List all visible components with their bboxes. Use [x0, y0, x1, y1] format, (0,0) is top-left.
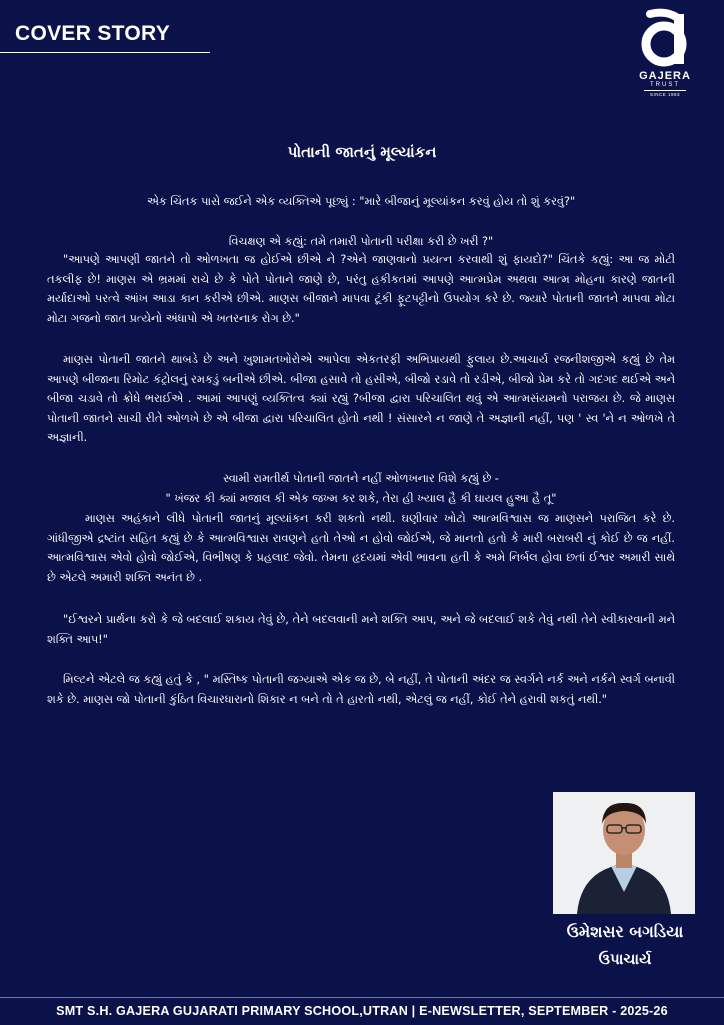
logo-since: SINCE 1993: [644, 90, 686, 98]
author-photo: [553, 792, 695, 914]
logo-subtitle: TRUST: [650, 82, 680, 88]
author-portrait-icon: [553, 792, 695, 914]
article-title: પોતાની જાતનું મૂલ્યાંકન: [287, 143, 437, 161]
footer-banner: SMT S.H. GAJERA GUJARATI PRIMARY SCHOOL,UTRAN | E-NEWSLETTER, SEPTEMBER - 2025-26: [0, 997, 724, 1025]
gajera-trust-logo-icon: [636, 8, 694, 68]
paragraph-thinker-answer: "આપણે આપણી જાતને તો ઓળખતા જ હોઈએ છીએ ને ?એને જાણવાનો પ્રયત્ન કરવાથી શું ફાયદો?" ચિંતકે કહ્યું: આ જ મોટી તકલીફ છે! માણસ એ ભ્રમમાં રાચે છે કે પોતે પોતાને જાણે છે, પરંતુ હકીકતમાં આપણે આત્મપ્રેમ અથવા આત્મ મોહના કારણે જાતની મર્યાદાઓ પરત્વે આંખ આડા કાન કરીએ છીએ. માણસ બીજાને માપવા ટૂંકી ફૂટપટ્ટીનો ઉપયોગ કરે છે. જ્યારે પોતાની જાતને માપવા મોટા મોટા ગજનો જાત પ્રત્યેનો અંધાપો એ ખતરનાક રોગ છે.": [47, 253, 675, 325]
paragraph-reply: વિચક્ષણ એ કહ્યું: તમે તમારી પોતાની પરીક્ષા કરી છે ખરી ?": [228, 235, 494, 248]
paragraph-milton: મિલ્ટને એટલે જ કહ્યું હતું કે , " મસ્તિષ્ક પોતાની જગ્યાએ એક જ છે, બે નહીં, તે પોતાની અંદર જ સ્વર્ગને નર્ક અને નર્કને સ્વર્ગ બનાવી શકે છે. માણસ જો પોતાની કુંઠિત વિચારધારાનો શિકાર ન બને તો તે હારતો નથી, એટલું જ નહીં, કોઈ તેને હરાવી શકતું નથી.": [47, 673, 675, 706]
paragraph-question: એક ચિંતક પાસે જઈને એક વ્યક્તિએ પૂછ્યું : "મારે બીજાનું મૂલ્યાંકન કરવું હોય તો શું કરવું?": [146, 195, 576, 208]
author-name: ઉમેશસર બગડિયા: [566, 922, 684, 941]
author-role: ઉપાચાર્ય: [598, 950, 652, 968]
section-label: COVER STORY: [15, 22, 170, 45]
paragraph-self-flattery: માણસ પોતાની જાતને થાબડે છે અને ખુશામતખોરોએ આપેલા એકતરફી અભિપ્રાયથી ફુલાય છે.આચાર્ય રજનીશજીએ કહ્યું છે તેમ આપણે બીજાના રિમોટ કંટ્રોલનું રમકડું બનીએ છીએ. બીજા હસાવે તો હસીએ, બીજો રડાવે તો રડીએ, બીજો પ્રેમ કરે તો ગદગદ થઈએ અને બીજા ચડાવે તો ક્રોધે ભરાઈએ . આમાં આપણું વ્યક્તિત્વ ક્યાં રહ્યું ?બીજા દ્વારા પરિચાલિત થવું એ આત્મસંયમનો પરાજય છે. જે માણસ પોતાની જાતને સાચી રીતે ઓળખે છે એ બીજા દ્વારા પરિચાલિત હોતો નથી ! સંસારને ન જાણે તે અજ્ઞાની નહીં, પણ ' સ્વ 'ને ન ઓળખે તે અજ્ઞાની.: [47, 353, 675, 444]
paragraph-ramtirth-quote: " ખંજર કી ક્યાં મજાલ કી એક જખ્મ કર શકે, તેરા હી ખ્યાલ હૈ કી ઘાયલ હુઆ હૈ તૂ": [165, 492, 557, 505]
paragraph-ego: માણસ અહંકાને લીધે પોતાની જાતનું મૂલ્યાંકન કરી શકતો નથી. ઘણીવાર ખોટો આત્મવિશ્વાસ જ માણસને પરાજિત કરે છે. ગાંધીજીએ દ્રષ્ટાંત સહિત કહ્યું છે કે આત્મવિશ્વાસ રાવણને હતો તેઓ ન હોવો જોઈએ, જે માનતો હતો કે મારી બરાબરી નું કોઈ છે જ નહીં. આત્મવિશ્વાસ એવો હોવો જોઈએ, વિભીષણ કે પ્રહલાદ જેવો. તેમના હૃદયમાં એવી ભાવના હતી કે અમે નિર્બલ હોવા છતાં ઈશ્વર અમારી સાથે છે એટલે અમારી શક્તિ અનંત છે .: [47, 512, 675, 584]
paragraph-ramtirth-intro: સ્વામી રામતીર્થ પોતાની જાતને નહીં ઓળખનાર વિશે કહ્યું છે -: [223, 472, 499, 485]
section-label-underline: [0, 52, 210, 53]
logo-name: GAJERA: [639, 70, 691, 82]
gajera-trust-logo: [630, 8, 700, 108]
paragraph-prayer: "ઈશ્વરને પ્રાર્થના કરો કે જે બદલાઈ શકાય તેવું છે, તેને બદલવાની મને શક્તિ આપ, અને જે બદલાઈ શકે તેવું નથી તેને સ્વીકારવાની મને શક્તિ આપ!": [47, 613, 675, 646]
